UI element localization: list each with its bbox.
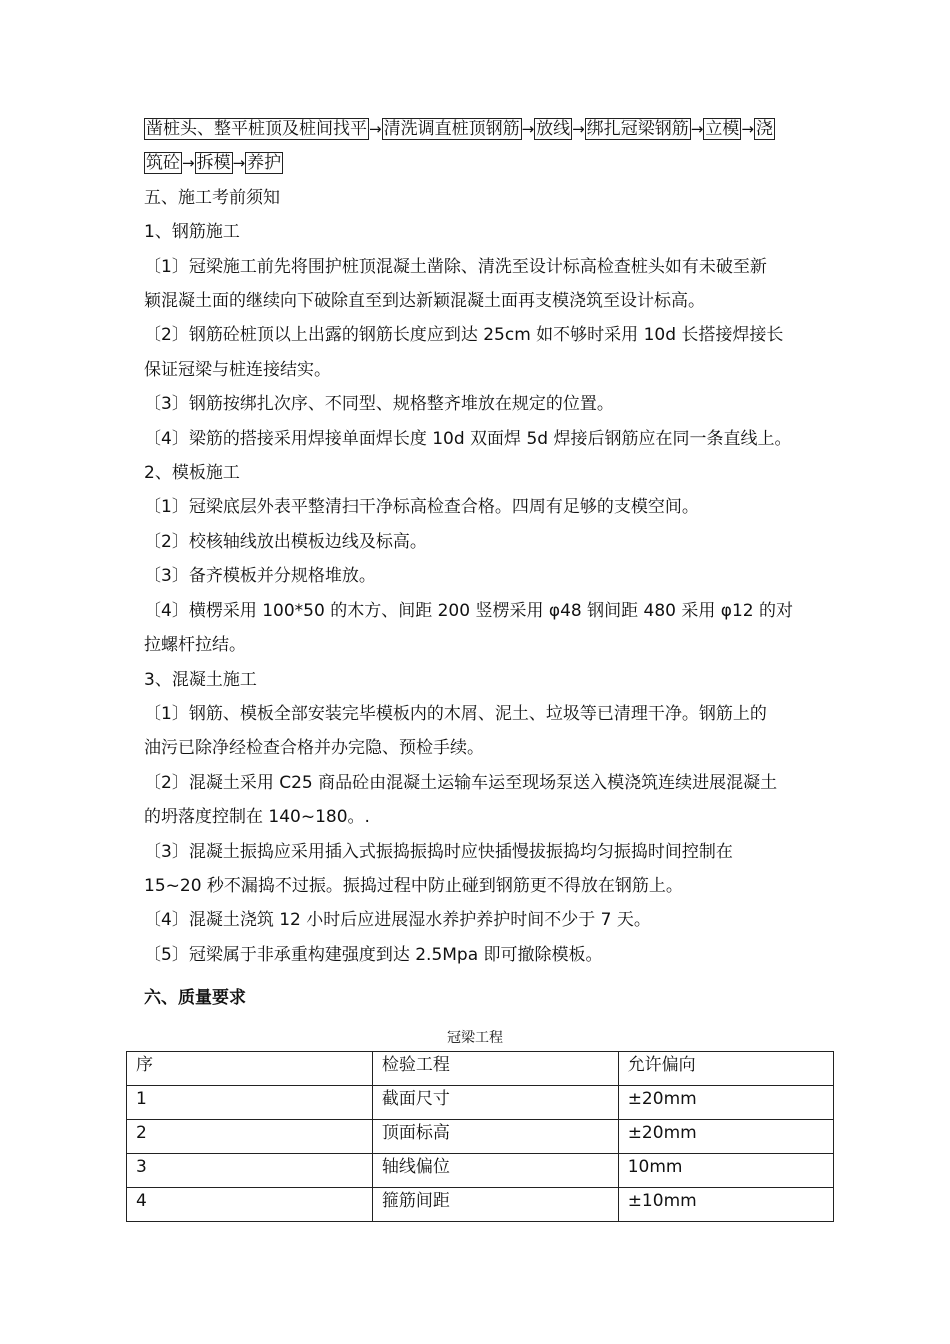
paragraph-line: 油污已除净经检查合格并办完隐、预检手续。 <box>144 738 484 759</box>
paragraph-line: 〔1〕钢筋、模板全部安装完毕模板内的木屑、泥土、垃圾等已清理干净。钢筋上的 <box>144 703 767 724</box>
flow-arrow-icon: → <box>182 154 195 173</box>
table-header-row <box>127 1052 834 1086</box>
flow-step-box: 立模 <box>705 119 740 139</box>
paragraph-line: 15~20 秒不漏捣不过振。振捣过程中防止碰到钢筋更不得放在钢筋上。 <box>144 875 683 896</box>
flow-arrow-icon: → <box>521 120 535 138</box>
table-cell: ±20mm <box>618 1086 833 1120</box>
table-cell: 4 <box>127 1188 373 1222</box>
flow-step-box: 筑砼 <box>146 153 180 174</box>
flow-arrow-icon: → <box>232 154 246 173</box>
table-row <box>127 1188 834 1222</box>
paragraph-line: 的坍落度控制在 140~180。. <box>144 807 370 828</box>
flow-step-box: 放线 <box>536 119 571 139</box>
paragraph-line: 〔3〕混凝土振捣应采用插入式振捣振捣时应快插慢拔振捣均匀振捣时间控制在 <box>144 841 733 862</box>
table-header-cell: 检验工程 <box>372 1052 618 1086</box>
table-cell: 3 <box>127 1154 373 1188</box>
quality-table <box>126 1051 834 1222</box>
table-row <box>127 1154 834 1188</box>
flow-step-box: 绑扎冠梁钢筋 <box>586 119 689 139</box>
flow-step-box: 凿桩头、整平桩顶及桩间找平 <box>146 119 367 139</box>
table-cell: ±20mm <box>618 1120 833 1154</box>
paragraph-line: 〔4〕横楞采用 100*50 的木方、间距 200 竖楞采用 φ48 钢间距 480 采用 φ12 的对 <box>144 600 794 621</box>
process-flow-line-1 <box>144 112 864 146</box>
flow-step-box: 养护 <box>247 153 282 174</box>
table-cell: 顶面标高 <box>372 1120 618 1154</box>
flow-arrow-icon: → <box>572 120 585 138</box>
paragraph-line: 〔5〕冠梁属于非承重构建强度到达 2.5Mpa 即可撤除模板。 <box>144 944 603 965</box>
flow-step-box: 清洗调直桩顶钢筋 <box>383 119 520 139</box>
table-cell: 截面尺寸 <box>372 1086 618 1120</box>
document-body <box>144 112 864 1016</box>
paragraph-line: 〔3〕备齐模板并分规格堆放。 <box>144 566 376 587</box>
table-cell: 10mm <box>618 1154 833 1188</box>
paragraph-line: 〔2〕混凝土采用 C25 商品砼由混凝土运输车运至现场泵送入模浇筑连续进展混凝土 <box>144 772 778 793</box>
paragraph-line: 拉螺杆拉结。 <box>144 635 246 656</box>
paragraph-line: 〔3〕钢筋按绑扎次序、不同型、规格整齐堆放在规定的位置。 <box>144 394 614 415</box>
quality-requirements-heading: 六、质量要求 <box>144 988 246 1009</box>
table-caption: 冠梁工程 <box>447 1030 503 1046</box>
subsection-heading: 1、钢筋施工 <box>144 222 240 243</box>
paragraph-line: 〔2〕校核轴线放出模板边线及标高。 <box>144 531 427 552</box>
flow-step-box: 浇 <box>755 119 773 139</box>
flow-arrow-icon: → <box>690 120 704 138</box>
paragraph-line: 〔1〕冠梁底层外表平整清扫干净标高检查合格。四周有足够的支模空间。 <box>144 497 699 518</box>
paragraph-line: 〔4〕梁筋的搭接采用焊接单面焊长度 10d 双面焊 5d 焊接后钢筋应在同一条直线上。 <box>144 428 792 449</box>
table-header-cell: 序 <box>127 1052 373 1086</box>
section-heading: 五、施工考前须知 <box>144 187 280 208</box>
paragraph-line: 〔2〕钢筋砼桩顶以上出露的钢筋长度应到达 25cm 如不够时采用 10d 长搭接焊接长 <box>144 325 784 346</box>
table-cell: ±10mm <box>618 1188 833 1222</box>
paragraph-line: 保证冠梁与桩连接结实。 <box>144 359 331 380</box>
flow-arrow-icon: → <box>741 120 754 138</box>
flow-step-box: 拆模 <box>196 153 231 174</box>
paragraph-line: 颖混凝土面的继续向下破除直至到达新颖混凝土面再支模浇筑至设计标高。 <box>144 291 705 312</box>
subsection-heading: 2、模板施工 <box>144 463 240 484</box>
table-cell: 1 <box>127 1086 373 1120</box>
table-row <box>127 1120 834 1154</box>
flow-arrow-icon: → <box>369 120 382 138</box>
table-header-cell: 允许偏向 <box>618 1052 833 1086</box>
table-row <box>127 1086 834 1120</box>
paragraph-line: 〔4〕混凝土浇筑 12 小时后应进展湿水养护养护时间不少于 7 天。 <box>144 910 651 931</box>
paragraph-line: 〔1〕冠梁施工前先将围护桩顶混凝土凿除、清洗至设计标高检查桩头如有未破至新 <box>144 256 767 277</box>
table-cell: 箍筋间距 <box>372 1188 618 1222</box>
table-cell: 2 <box>127 1120 373 1154</box>
table-cell: 轴线偏位 <box>372 1154 618 1188</box>
subsection-heading: 3、混凝土施工 <box>144 669 257 690</box>
process-flow-line-2 <box>144 146 864 180</box>
